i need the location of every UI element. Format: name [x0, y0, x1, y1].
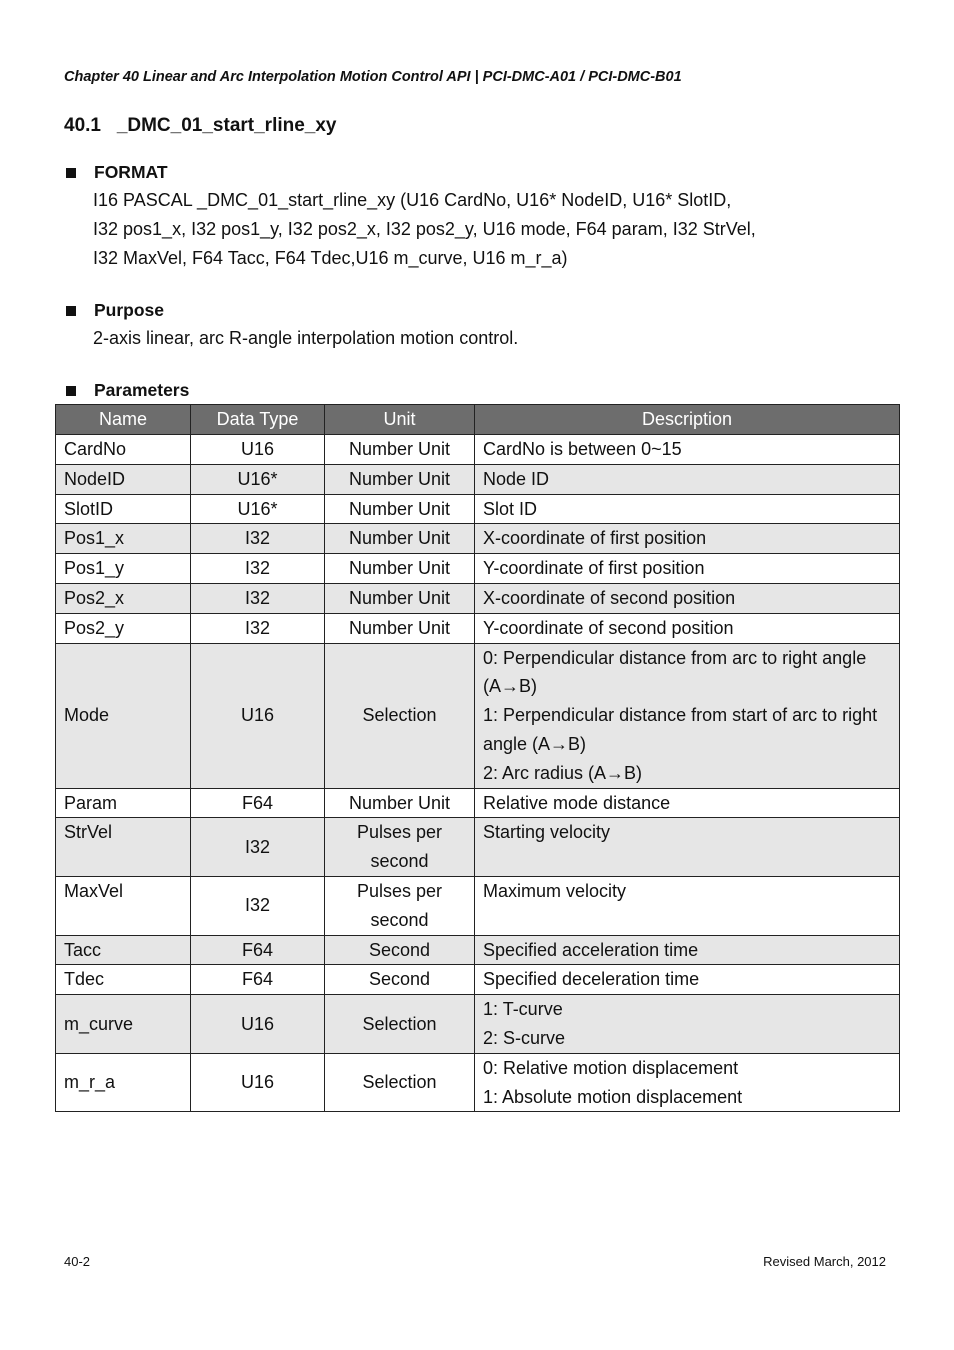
param-type-cell: F64	[191, 935, 325, 965]
param-description-cell	[475, 583, 900, 613]
description-line: Y-coordinate of first position	[483, 558, 705, 579]
table-row	[56, 554, 900, 584]
param-unit-cell: Number Unit	[325, 788, 475, 818]
table-row	[56, 818, 900, 877]
table-row	[56, 1053, 900, 1112]
format-line: I16 PASCAL _DMC_01_start_rline_xy (U16 CardNo, U16* NodeID, U16* SlotID,	[93, 190, 732, 210]
page-number: 40-2	[64, 1254, 91, 1269]
table-row	[56, 583, 900, 613]
param-name-cell: Pos2_x	[56, 583, 191, 613]
description-line: X-coordinate of second position	[483, 587, 736, 608]
param-description-cell	[475, 464, 900, 494]
table-row	[56, 494, 900, 524]
description-line: 0: Relative motion displacement	[483, 1057, 739, 1078]
format-heading-label: FORMAT	[94, 162, 168, 182]
param-description-cell	[475, 613, 900, 643]
description-line: 1: Perpendicular distance from start of arc to right angle (A→B)	[483, 705, 878, 754]
parameters-section	[64, 380, 189, 401]
table-row	[56, 965, 900, 995]
param-name-cell: m_r_a	[56, 1053, 191, 1112]
param-unit-cell: Number Unit	[325, 494, 475, 524]
param-type-cell: F64	[191, 965, 325, 995]
bullet-square-icon	[66, 168, 76, 178]
param-name-cell: NodeID	[56, 464, 191, 494]
purpose-heading-label: Purpose	[94, 300, 165, 320]
format-signature	[93, 186, 756, 272]
param-description-cell	[475, 435, 900, 465]
description-line: 2: S-curve	[483, 1027, 566, 1048]
param-unit-cell: Number Unit	[325, 464, 475, 494]
param-description-cell	[475, 494, 900, 524]
param-name-cell: Mode	[56, 643, 191, 788]
format-section	[64, 162, 756, 272]
param-name-cell: Pos1_x	[56, 524, 191, 554]
section-title: 40.1 _DMC_01_start_rline_xy	[64, 115, 337, 136]
column-header-unit: Unit	[325, 405, 475, 435]
param-description-cell	[475, 788, 900, 818]
param-description-cell	[475, 1053, 900, 1112]
param-name-cell: Pos2_y	[56, 613, 191, 643]
description-line: 2: Arc radius (A→B)	[483, 762, 643, 783]
param-name-cell: MaxVel	[56, 876, 191, 935]
param-unit-cell: Number Unit	[325, 554, 475, 584]
parameters-table	[55, 404, 900, 1112]
param-type-cell: I32	[191, 613, 325, 643]
param-name-cell: StrVel	[56, 818, 191, 877]
table-row	[56, 524, 900, 554]
param-type-cell: U16*	[191, 494, 325, 524]
bullet-square-icon	[66, 386, 76, 396]
description-line: Slot ID	[483, 498, 538, 519]
param-unit-cell: Number Unit	[325, 435, 475, 465]
table-row	[56, 613, 900, 643]
table-row	[56, 435, 900, 465]
description-line: 0: Perpendicular distance from arc to right angle (A→B)	[483, 647, 867, 697]
param-unit-cell: Number Unit	[325, 583, 475, 613]
column-header-description: Description	[475, 405, 900, 435]
param-type-cell: U16	[191, 1053, 325, 1112]
table-row	[56, 643, 900, 788]
column-header-name: Name	[56, 405, 191, 435]
param-name-cell: Pos1_y	[56, 554, 191, 584]
param-type-cell: I32	[191, 818, 325, 877]
param-description-cell	[475, 935, 900, 965]
param-description-cell	[475, 554, 900, 584]
table-row	[56, 788, 900, 818]
param-type-cell: U16	[191, 643, 325, 788]
parameters-heading	[64, 380, 189, 401]
purpose-text: 2-axis linear, arc R-angle interpolation motion control.	[93, 328, 519, 348]
table-header-row	[56, 405, 900, 435]
param-description-cell	[475, 524, 900, 554]
param-type-cell: U16	[191, 995, 325, 1054]
param-description-cell	[475, 876, 900, 935]
param-type-cell: F64	[191, 788, 325, 818]
table-row	[56, 935, 900, 965]
param-name-cell: Tacc	[56, 935, 191, 965]
param-name-cell: m_curve	[56, 995, 191, 1054]
param-unit-cell: Pulses per second	[325, 876, 475, 935]
description-line: Node ID	[483, 468, 550, 489]
param-type-cell: I32	[191, 554, 325, 584]
param-name-cell: Param	[56, 788, 191, 818]
description-line: Starting velocity	[483, 822, 611, 843]
description-line: Specified deceleration time	[483, 969, 700, 990]
description-line: 1: Absolute motion displacement	[483, 1086, 743, 1107]
param-unit-cell: Second	[325, 935, 475, 965]
param-type-cell: I32	[191, 583, 325, 613]
param-type-cell: U16	[191, 435, 325, 465]
param-unit-cell: Pulses per second	[325, 818, 475, 877]
chapter-header: Chapter 40 Linear and Arc Interpolation Motion Control API | PCI-DMC-A01 / PCI-DMC-B01	[64, 69, 682, 85]
description-line: Relative mode distance	[483, 792, 671, 813]
format-line: I32 pos1_x, I32 pos1_y, I32 pos2_x, I32 pos2_y, U16 mode, F64 param, I32 StrVel,	[93, 218, 756, 239]
param-description-cell	[475, 643, 900, 788]
parameters-heading-label: Parameters	[94, 380, 190, 400]
param-name-cell: Tdec	[56, 965, 191, 995]
description-line: CardNo is between 0~15	[483, 439, 682, 459]
purpose-section	[64, 300, 518, 353]
param-description-cell	[475, 965, 900, 995]
format-line: I32 MaxVel, F64 Tacc, F64 Tdec,U16 m_curve, U16 m_r_a)	[93, 247, 568, 268]
purpose-heading	[64, 300, 518, 321]
param-unit-cell: Selection	[325, 995, 475, 1054]
param-description-cell	[475, 995, 900, 1054]
param-unit-cell: Number Unit	[325, 613, 475, 643]
format-heading	[64, 162, 756, 183]
description-line: 1: T-curve	[483, 999, 563, 1020]
parameters-table-body	[56, 435, 900, 1112]
param-name-cell: CardNo	[56, 435, 191, 465]
param-type-cell: U16*	[191, 464, 325, 494]
description-line: Y-coordinate of second position	[483, 617, 734, 638]
revision-date: Revised March, 2012	[763, 1254, 886, 1269]
param-unit-cell: Number Unit	[325, 524, 475, 554]
param-type-cell: I32	[191, 876, 325, 935]
param-unit-cell: Second	[325, 965, 475, 995]
bullet-square-icon	[66, 306, 76, 316]
param-type-cell: I32	[191, 524, 325, 554]
table-row	[56, 876, 900, 935]
param-unit-cell: Selection	[325, 643, 475, 788]
param-name-cell: SlotID	[56, 494, 191, 524]
param-unit-cell: Selection	[325, 1053, 475, 1112]
description-line: Specified acceleration time	[483, 939, 699, 960]
description-line: X-coordinate of first position	[483, 528, 707, 549]
description-line: Maximum velocity	[483, 880, 627, 901]
param-description-cell	[475, 818, 900, 877]
table-row	[56, 995, 900, 1054]
table-row	[56, 464, 900, 494]
column-header-data-type: Data Type	[191, 405, 325, 435]
